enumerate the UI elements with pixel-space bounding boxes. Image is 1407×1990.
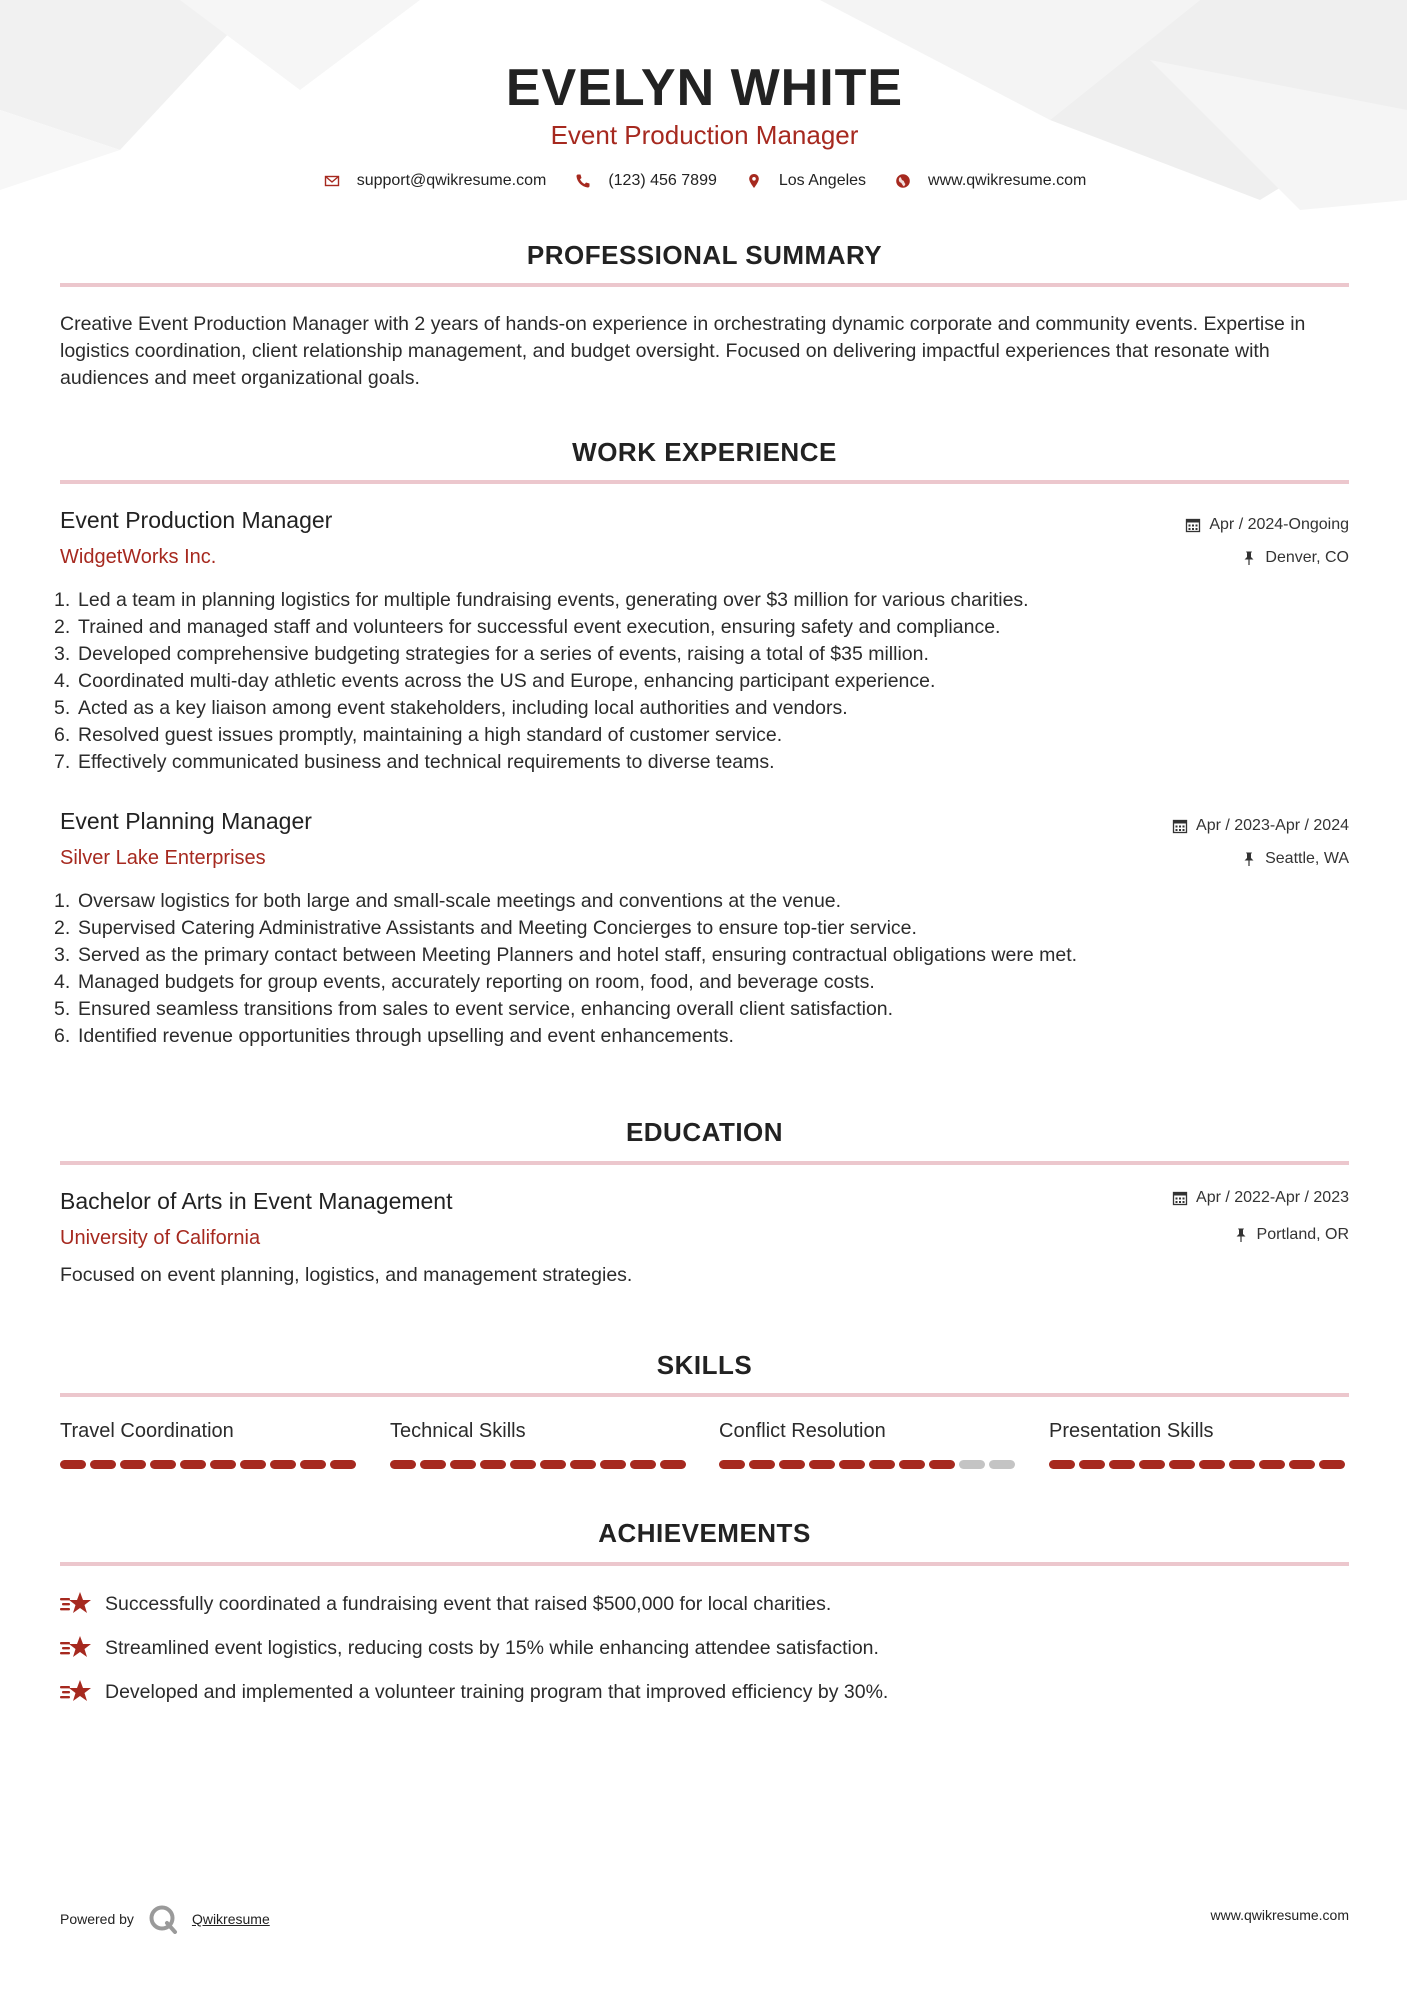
- education-dates: [1172, 1189, 1349, 1207]
- contact-website[interactable]: [894, 172, 1086, 190]
- job-title: Event Production Manager: [60, 507, 333, 533]
- experience-divider: [60, 480, 1349, 484]
- summary-text: Creative Event Production Manager with 2 years of hands-on experience in orchestrating dynamic corporate and community events. Expertise in logistics coordination, client relationship management, and budget oversight. Focused on delivering impactful experiences that resonate with audiences and meet organizational goals.: [60, 313, 1306, 389]
- skill-segment-filled: [719, 1460, 745, 1469]
- skill-item: [60, 1420, 360, 1469]
- list-item: 5. Ensured seamless transitions from sales to event service, enhancing overall client satisfaction.: [54, 998, 894, 1020]
- skill-segment-filled: [210, 1460, 236, 1469]
- education-location: [1233, 1226, 1349, 1244]
- skill-item: [390, 1420, 690, 1469]
- skill-segment-filled: [450, 1460, 476, 1469]
- skill-segment-filled: [779, 1460, 805, 1469]
- contact-bar: [60, 172, 1349, 190]
- education-description: Focused on event planning, logistics, and management strategies.: [60, 1264, 633, 1286]
- list-item: 4. Managed budgets for group events, accurately reporting on room, food, and beverage costs.: [54, 971, 875, 993]
- skill-segment-filled: [240, 1460, 266, 1469]
- envelope-icon: [323, 172, 341, 190]
- achievement-text: Streamlined event logistics, reducing costs by 15% while enhancing attendee satisfaction.: [105, 1636, 879, 1659]
- map-marker-icon: [745, 172, 763, 190]
- skill-segment-filled: [1079, 1460, 1105, 1469]
- skill-name: Technical Skills: [390, 1420, 526, 1442]
- list-item: 4. Coordinated multi-day athletic events across the US and Europe, enhancing participant experience.: [54, 670, 936, 692]
- pushpin-icon: [1241, 851, 1257, 867]
- list-item: 1. Led a team in planning logistics for multiple fundraising events, generating over $3 million for various charities.: [54, 589, 1029, 611]
- qwikresume-logo-icon: [148, 1904, 178, 1934]
- skill-item: [1049, 1420, 1349, 1469]
- job-responsibilities: [54, 587, 1349, 776]
- skill-segment-filled: [899, 1460, 925, 1469]
- list-item: 5. Acted as a key liaison among event stakeholders, including local authorities and vendors.: [54, 697, 848, 719]
- skill-segment-filled: [929, 1460, 955, 1469]
- skill-segment-filled: [120, 1460, 146, 1469]
- footer-powered-by: [60, 1904, 270, 1934]
- education-heading: EDUCATION: [625, 1117, 784, 1147]
- skills-heading: SKILLS: [656, 1350, 753, 1380]
- skill-segment-filled: [300, 1460, 326, 1469]
- skill-segment-filled: [420, 1460, 446, 1469]
- job-responsibilities: [54, 888, 1349, 1050]
- skill-name: Travel Coordination: [60, 1420, 234, 1442]
- contact-phone-text: (123) 456 7899: [608, 172, 717, 189]
- job-company: Silver Lake Enterprises: [60, 847, 266, 869]
- list-item: 6. Resolved guest issues promptly, maintaining a high standard of customer service.: [54, 724, 783, 746]
- contact-phone[interactable]: [574, 172, 717, 190]
- skill-segment-filled: [270, 1460, 296, 1469]
- skill-level-bar: [1049, 1460, 1349, 1469]
- achievements-divider: [60, 1562, 1349, 1566]
- skill-segment-filled: [1169, 1460, 1195, 1469]
- school-name: University of California: [60, 1227, 261, 1249]
- contact-website-text: www.qwikresume.com: [928, 172, 1087, 189]
- list-item: 1. Oversaw logistics for both large and small-scale meetings and conventions at the venue.: [54, 890, 842, 912]
- pushpin-icon: [1241, 550, 1257, 566]
- skill-segment-filled: [660, 1460, 686, 1469]
- education-divider: [60, 1161, 1349, 1165]
- contact-email-text: support@qwikresume.com: [356, 172, 547, 189]
- skill-segment-filled: [749, 1460, 775, 1469]
- skill-name: Presentation Skills: [1049, 1420, 1214, 1442]
- calendar-icon: [1185, 517, 1201, 533]
- list-item: 2. Supervised Catering Administrative Assistants and Meeting Concierges to ensure top-tier service.: [54, 917, 917, 939]
- skill-segment-filled: [150, 1460, 176, 1469]
- job-dates: [1172, 817, 1349, 835]
- skill-segment-filled: [60, 1460, 86, 1469]
- list-item: 7. Effectively communicated business and technical requirements to diverse teams.: [54, 751, 775, 773]
- skill-segment-filled: [180, 1460, 206, 1469]
- skill-level-bar: [390, 1460, 690, 1469]
- pushpin-icon: [1233, 1227, 1249, 1243]
- summary-divider: [60, 283, 1349, 287]
- skill-segment-filled: [330, 1460, 356, 1469]
- job-title: Event Planning Manager: [60, 808, 312, 834]
- achievement-text: Successfully coordinated a fundraising event that raised $500,000 for local charities.: [105, 1592, 832, 1615]
- skill-name: Conflict Resolution: [719, 1420, 886, 1442]
- globe-icon: [894, 172, 912, 190]
- job-dates: [1185, 516, 1349, 534]
- contact-email[interactable]: [323, 172, 547, 190]
- powered-by-label: Powered by: [60, 1911, 134, 1927]
- skill-segment-filled: [1139, 1460, 1165, 1469]
- list-item: 3. Developed comprehensive budgeting strategies for a series of events, raising a total of $35 million.: [54, 643, 929, 665]
- skill-segment-filled: [1319, 1460, 1345, 1469]
- list-item: 3. Served as the primary contact between Meeting Planners and hotel staff, ensuring contractual obligations were met.: [54, 944, 1078, 966]
- skill-segment-filled: [570, 1460, 596, 1469]
- phone-icon: [574, 172, 592, 190]
- experience-heading: WORK EXPERIENCE: [572, 437, 837, 467]
- job-company: WidgetWorks Inc.: [60, 546, 217, 568]
- qwikresume-link[interactable]: Qwikresume: [191, 1911, 270, 1927]
- achievement-text: Developed and implemented a volunteer training program that improved efficiency by 30%.: [105, 1680, 889, 1703]
- achievements-heading: ACHIEVEMENTS: [598, 1518, 811, 1548]
- education-location-text: Portland, OR: [1256, 1226, 1349, 1243]
- candidate-title: Event Production Manager: [550, 120, 859, 150]
- job-location: [1241, 549, 1349, 567]
- achievement-item: [60, 1590, 831, 1618]
- education-dates-text: Apr / 2022-Apr / 2023: [1196, 1189, 1349, 1206]
- skill-segment-filled: [600, 1460, 626, 1469]
- skill-segment-filled: [480, 1460, 506, 1469]
- calendar-icon: [1172, 818, 1188, 834]
- contact-location: [745, 172, 866, 190]
- skill-level-bar: [719, 1460, 1019, 1469]
- job-location-text: Denver, CO: [1265, 549, 1349, 566]
- skill-segment-filled: [1259, 1460, 1285, 1469]
- list-item: 2. Trained and managed staff and volunteers for successful event execution, ensuring safety and compliance.: [54, 616, 1001, 638]
- skill-segment-filled: [1289, 1460, 1315, 1469]
- skill-segment-filled: [839, 1460, 865, 1469]
- skill-segment-filled: [809, 1460, 835, 1469]
- skill-segment-filled: [390, 1460, 416, 1469]
- candidate-name: EVELYN WHITE: [505, 59, 904, 117]
- job-location: [1241, 850, 1349, 868]
- shooting-star-icon: [60, 1678, 92, 1706]
- skill-segment-filled: [1199, 1460, 1225, 1469]
- shooting-star-icon: [60, 1590, 92, 1618]
- job-dates-text: Apr / 2023-Apr / 2024: [1196, 817, 1349, 834]
- achievement-item: [60, 1678, 888, 1706]
- skill-segment-filled: [510, 1460, 536, 1469]
- achievement-item: [60, 1634, 879, 1662]
- skills-divider: [60, 1393, 1349, 1397]
- skill-segment-empty: [989, 1460, 1015, 1469]
- summary-heading: PROFESSIONAL SUMMARY: [526, 240, 883, 270]
- calendar-icon: [1172, 1190, 1188, 1206]
- degree-title: Bachelor of Arts in Event Management: [60, 1188, 453, 1214]
- contact-location-text: Los Angeles: [778, 172, 867, 189]
- skill-segment-filled: [1049, 1460, 1075, 1469]
- skill-segment-filled: [869, 1460, 895, 1469]
- list-item: 6. Identified revenue opportunities through upselling and event enhancements.: [54, 1025, 734, 1047]
- skill-segment-filled: [90, 1460, 116, 1469]
- skill-segment-filled: [630, 1460, 656, 1469]
- skill-segment-filled: [540, 1460, 566, 1469]
- skill-segment-empty: [959, 1460, 985, 1469]
- job-dates-text: Apr / 2024-Ongoing: [1209, 516, 1349, 533]
- skill-segment-filled: [1109, 1460, 1135, 1469]
- skill-item: [719, 1420, 1019, 1469]
- footer-website[interactable]: www.qwikresume.com: [1210, 1907, 1349, 1923]
- job-location-text: Seattle, WA: [1265, 850, 1349, 867]
- shooting-star-icon: [60, 1634, 92, 1662]
- skill-level-bar: [60, 1460, 360, 1469]
- skill-segment-filled: [1229, 1460, 1255, 1469]
